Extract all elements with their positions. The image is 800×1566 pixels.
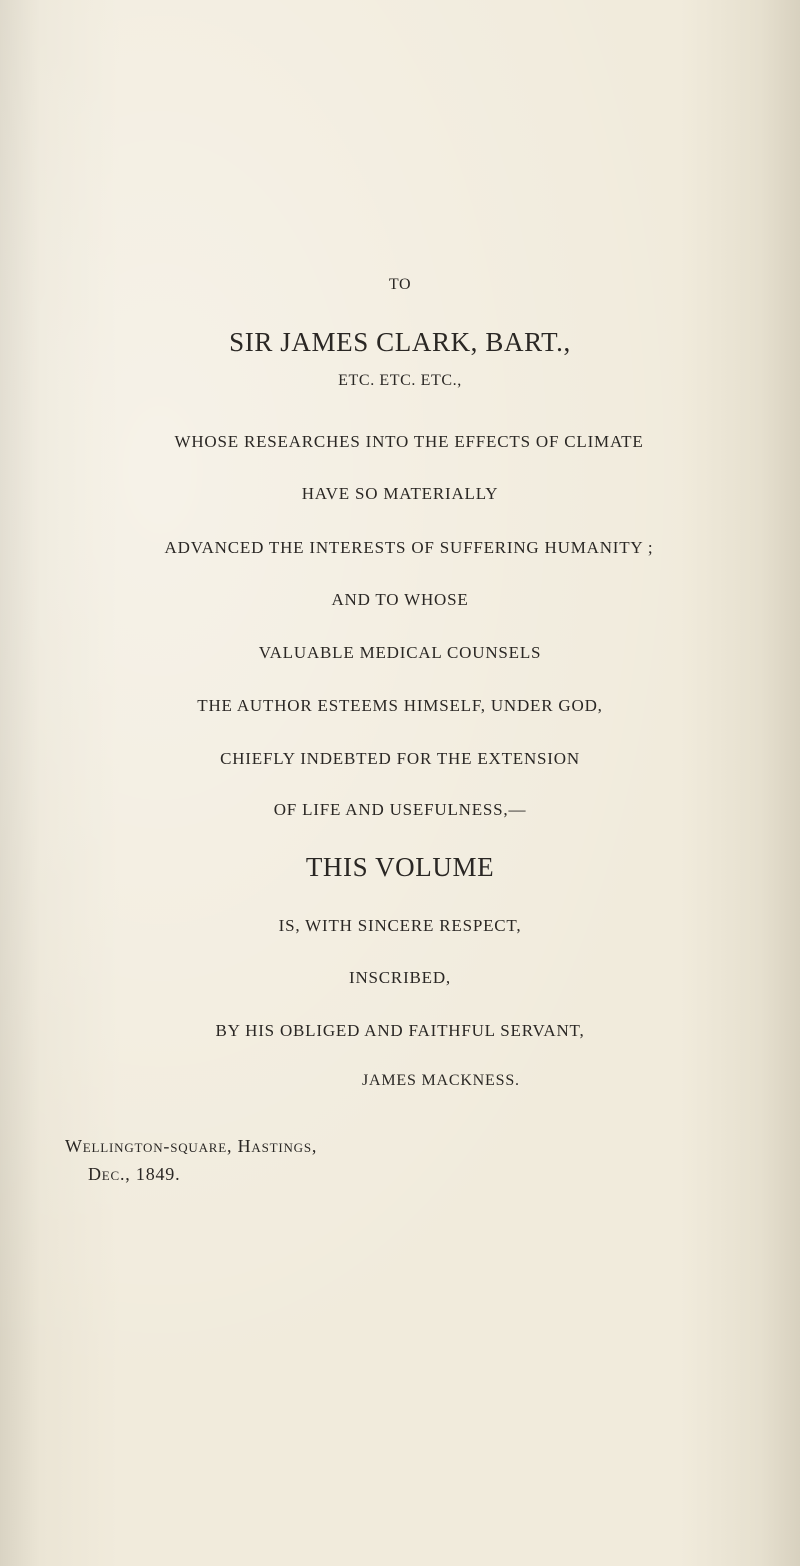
inscribed-line: INSCRIBED, [349,968,451,987]
dedication-line-3: ADVANCED THE INTERESTS OF SUFFERING HUMANITY ; [164,538,654,557]
recipient-name: SIR JAMES CLARK, BART., [229,327,571,357]
dedication-line-1: WHOSE RESEARCHES INTO THE EFFECTS OF CLIMATE [174,432,644,451]
servant-line: BY HIS OBLIGED AND FAITHFUL SERVANT, [215,1021,585,1040]
author-signature: JAMES MACKNESS. [362,1072,520,1089]
place-date: Dec., 1849. [88,1164,181,1184]
dedication-line-5: VALUABLE MEDICAL COUNSELS [258,643,542,662]
dedication-to: TO [388,276,412,293]
dedication-line-2: HAVE SO MATERIALLY [301,484,499,503]
dedication-line-7: CHIEFLY INDEBTED FOR THE EXTENSION [220,749,580,768]
place-address: Wellington-square, Hastings, [65,1136,318,1156]
respect-line: IS, WITH SINCERE RESPECT, [278,916,522,935]
dedication-line-6: THE AUTHOR ESTEEMS HIMSELF, UNDER GOD, [197,696,603,715]
dedication-line-8: OF LIFE AND USEFULNESS,— [273,800,527,819]
dedication-line-4: AND TO WHOSE [331,590,469,609]
recipient-etc: ETC. ETC. ETC., [338,372,462,389]
this-volume: THIS VOLUME [305,852,495,882]
